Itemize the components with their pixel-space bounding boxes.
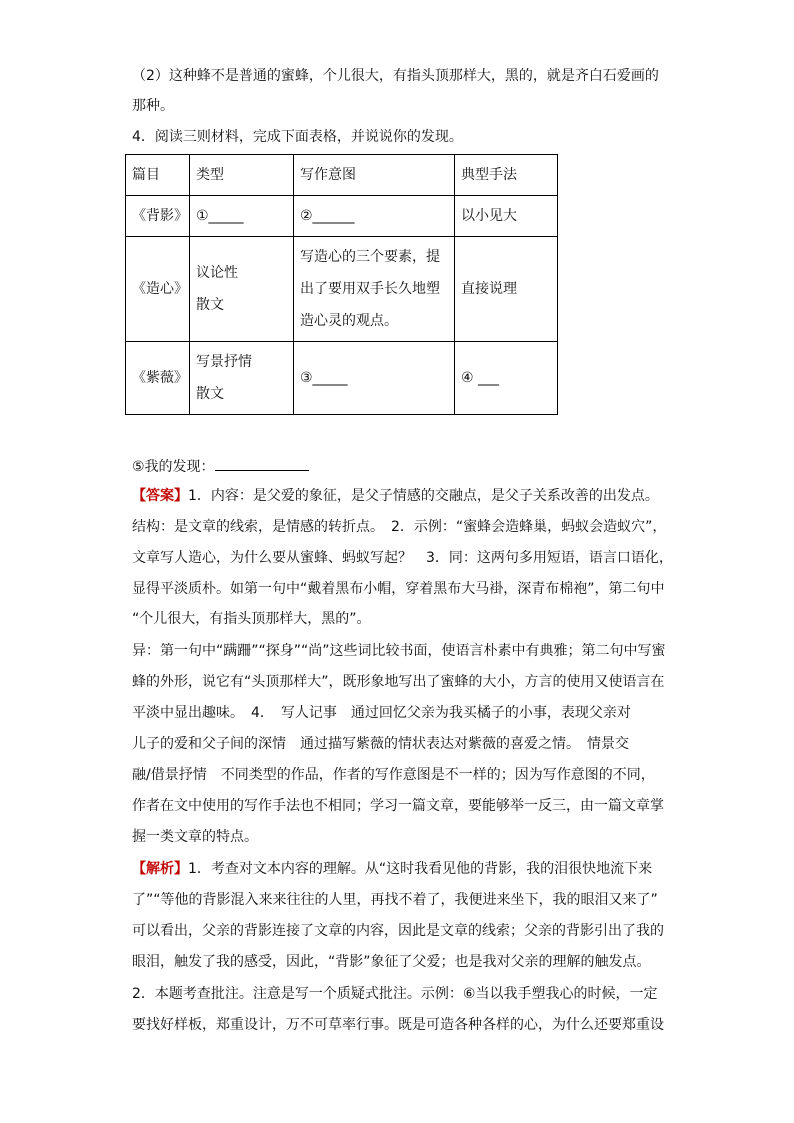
question-4-prompt: 4．阅读三则材料，完成下面表格，并说说你的发现。 — [132, 129, 463, 145]
answer-text: 1．内容：是父爱的象征，是父子情感的交融点，是父子关系改善的出发点。 — [188, 488, 659, 504]
cell-intent: ③_____ — [294, 342, 455, 415]
answer-line: 平淡中显出趣味。 4． 写人记事 通过回忆父亲为我买橘子的小事，表现父亲对 — [132, 705, 631, 721]
table-header-row — [126, 155, 558, 196]
cell-title: 《紫薇》 — [126, 342, 190, 415]
cell-method: 直接说理 — [455, 237, 558, 342]
header-title: 篇目 — [126, 155, 190, 196]
answer-line: 显得平淡质朴。如第一句中“戴着黑布小帽，穿着黑布大马褂，深青布棉袍”，第二句中 — [132, 581, 665, 597]
question-2-line-1: （2）这种蜂不是普通的蜜蜂，个儿很大，有指头顶那样大，黑的，就是齐白石爱画的 — [132, 68, 659, 84]
answer-line: 结构：是文章的线索，是情感的转折点。 2．示例：“蜜蜂会造蜂巢，蚂蚁会造蚁穴”， — [132, 519, 667, 535]
analysis-line: 要找好样板，郑重设计，万不可草率行事。既是可造各种各样的心，为什么还要郑重设 — [132, 1017, 664, 1033]
answer-line: 作者在文中使用的写作手法也不相同；学习一篇文章，要能够举一反三，由一篇文章掌 — [132, 798, 664, 814]
answer-tag: 【答案】 — [132, 488, 188, 504]
cell-intent-line: 出了要用双手长久地塑 — [300, 281, 440, 297]
cell-type — [190, 237, 294, 342]
cell-title: 《造心》 — [126, 237, 190, 342]
cell-title: 《背影》 — [126, 196, 190, 237]
discovery-line — [132, 456, 309, 477]
analysis-line: 眼泪，触发了我的感受，因此，“背影”象征了父爱；也是我对父亲的理解的触发点。 — [132, 954, 651, 970]
cell-method: 以小见大 — [455, 196, 558, 237]
cell-intent — [294, 237, 455, 342]
table-row — [126, 342, 558, 415]
analysis-line: 2．本题考查批注。注意是写一个质疑式批注。示例：⑥当以我手塑我心的时候，一定 — [132, 986, 658, 1002]
header-intent: 写作意图 — [294, 155, 455, 196]
discovery-blank — [215, 456, 309, 471]
cell-type: ①_____ — [190, 196, 294, 237]
answer-line: 文章写人造心，为什么要从蜜蜂、蚂蚁写起？ 3．同：这两句多用短语，语言口语化， — [132, 550, 673, 566]
analysis-line: 了”“等他的背影混入来来往往的人里，再找不着了，我便进来坐下，我的眼泪又来了” — [132, 892, 658, 908]
table-row — [126, 196, 558, 237]
cell-intent-line: 造心灵的观点。 — [300, 313, 398, 329]
cell-type-line: 散文 — [196, 386, 224, 402]
header-method: 典型手法 — [455, 155, 558, 196]
answer-line: 儿子的爱和父子间的深情 通过描写紫薇的情状表达对紫薇的喜爱之情。 情景交 — [132, 736, 629, 752]
cell-method: ④ ___ — [455, 342, 558, 415]
header-type: 类型 — [190, 155, 294, 196]
analysis-tag: 【解析】 — [132, 861, 188, 877]
analysis-line — [132, 859, 652, 879]
analysis-line: 可以看出，父亲的背影连接了文章的内容，因此是文章的线索；父亲的背影引出了我的 — [132, 923, 664, 939]
answer-line — [132, 486, 659, 506]
cell-type — [190, 342, 294, 415]
table-row — [126, 237, 558, 342]
cell-intent-line: 写造心的三个要素，提 — [300, 249, 440, 265]
cell-type-line: 散文 — [196, 297, 224, 313]
answer-line: 握一类文章的特点。 — [132, 829, 258, 845]
analysis-text: 1．考查对文本内容的理解。从“这时我看见他的背影，我的泪很快地流下来 — [188, 861, 653, 877]
question-2-line-2: 那种。 — [132, 98, 174, 114]
cell-type-line: 写景抒情 — [196, 354, 252, 370]
cell-type-line: 议论性 — [196, 265, 238, 281]
comparison-table — [125, 154, 558, 415]
cell-intent: ②______ — [294, 196, 455, 237]
discovery-label: ⑤我的发现： — [132, 459, 215, 475]
answer-line: 蜂的外形，说它有“头顶那样大”，既形象地写出了蜜蜂的大小，方言的使用又使语言在 — [132, 674, 665, 690]
answer-line: 异：第一句中“蹒跚”“探身”“尚”这些词比较书面，使语言朴素中有典雅；第二句中写蜜 — [132, 643, 666, 659]
answer-line: 融/借景抒情 不同类型的作品，作者的写作意图是不一样的；因为写作意图的不同， — [132, 767, 655, 783]
answer-line: “个儿很大，有指头顶那样大，黑的”。 — [132, 611, 371, 627]
